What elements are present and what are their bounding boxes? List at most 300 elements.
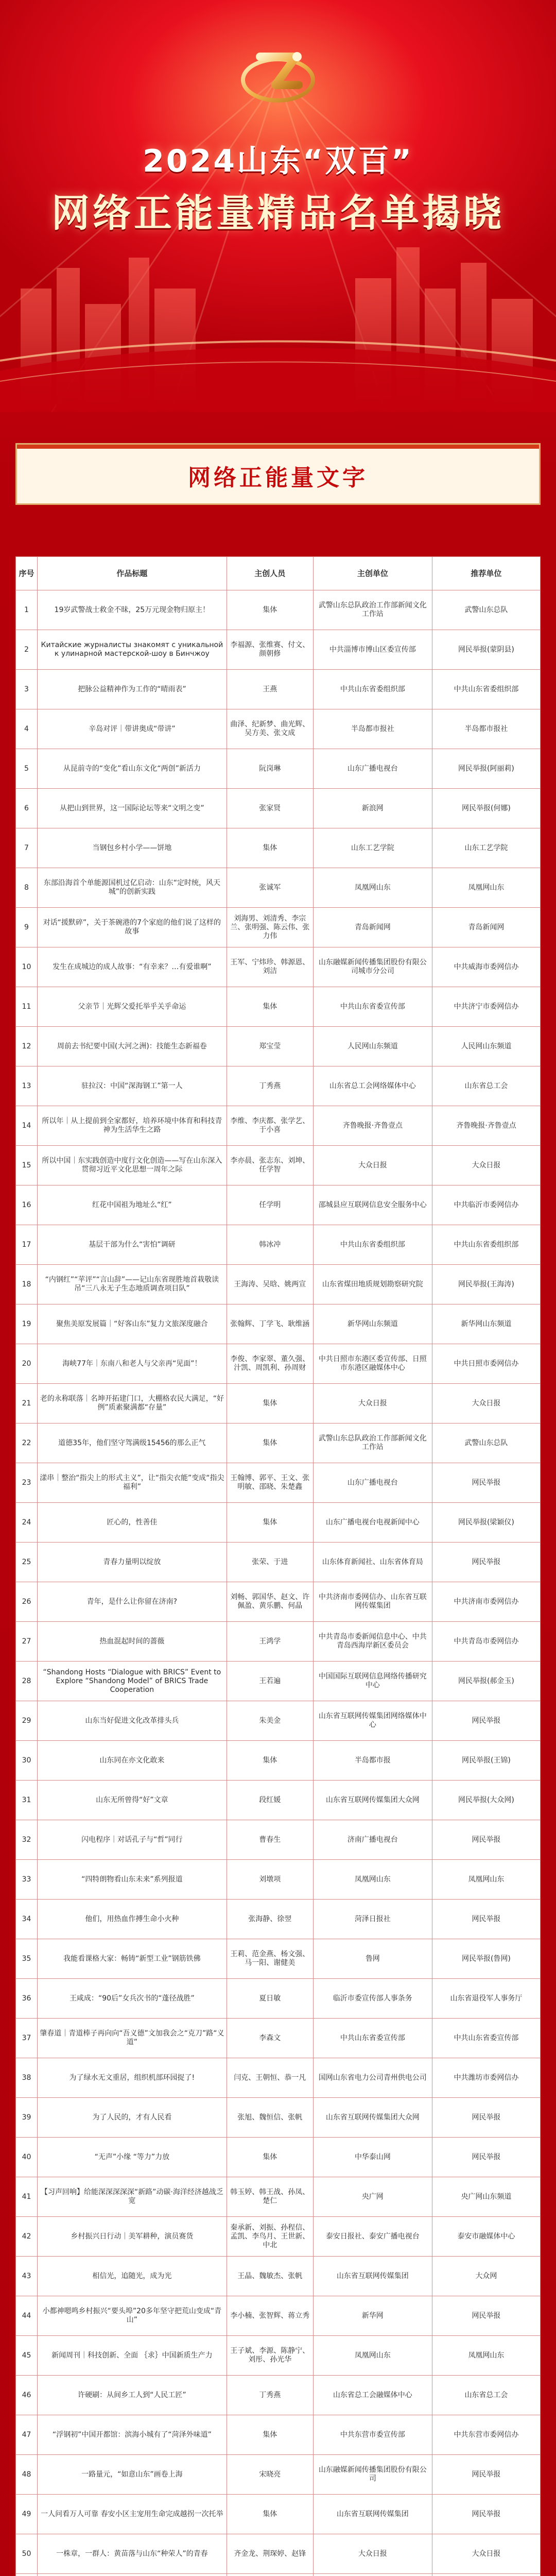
cell-index: 26	[16, 1582, 38, 1622]
cell-creators: 集体	[227, 1423, 313, 1463]
cell-title	[38, 2574, 227, 2576]
cell-title: 从把山到世界，这一国际论坛等来“文明之变”	[38, 789, 227, 828]
cell-creators: 曹春生	[227, 1820, 313, 1860]
cell-title: “四特朗物看山东未来”系列报道	[38, 1860, 227, 1900]
cell-creator-unit: 半岛都市报	[313, 1741, 432, 1781]
cell-creators	[227, 2574, 313, 2576]
table-row	[16, 2217, 541, 2257]
cell-title: 乡村振兴日行动｜美军耕种，演员赛货	[38, 2217, 227, 2257]
table-row	[16, 1939, 541, 1979]
table-row	[16, 2177, 541, 2217]
table-row	[16, 2098, 541, 2138]
cell-creator-unit: 山东省总工会网络媒体中心	[313, 1066, 432, 1106]
cell-title: “Shandong Hosts “Dialogue with BRICS” Event to Explore “Shandong Model” of BRICS Trade Cooperation	[38, 1662, 227, 1701]
cell-creators: 王若遍	[227, 1662, 313, 1701]
cell-title: 海峡77年｜东南八和老人与父亲再“见面”！	[38, 1344, 227, 1384]
cell-creator-unit: 中共日照市东港区委宣传部、日照市东港区融媒体中心	[313, 1344, 432, 1384]
cell-title: 相信光，追随光，成为光	[38, 2257, 227, 2296]
cell-index: 1	[16, 590, 38, 630]
table-row	[16, 1781, 541, 1820]
header-index: 序号	[16, 557, 38, 590]
cell-creator-unit: 山东工艺学院	[313, 828, 432, 868]
cell-title: 父亲节｜光辉父爱托举乎关乎命运	[38, 987, 227, 1027]
header-creator-unit: 主创单位	[313, 557, 432, 590]
cell-creator-unit: 山东省总工会融媒体中心	[313, 2376, 432, 2415]
table-row	[16, 1106, 541, 1146]
works-table-container	[15, 556, 541, 2576]
cell-creators: 王军、宁炜珍、韩源恩、刘洁	[227, 947, 313, 987]
table-row	[16, 987, 541, 1027]
header-recommender: 推荐单位	[432, 557, 540, 590]
table-row	[16, 2336, 541, 2376]
cell-creator-unit: 中共青岛市委新闻信息中心、中共青岛西海岸新区委员会	[313, 1622, 432, 1662]
cell-creators: 丁秀燕	[227, 1066, 313, 1106]
table-row	[16, 1185, 541, 1225]
cell-creator-unit: 山东体育新闻社、山东省体育局	[313, 1543, 432, 1582]
cell-creator-unit: 大众日报	[313, 2534, 432, 2574]
cell-recommender: 网民举报	[432, 1820, 540, 1860]
hero-title-line2: 网络正能量精品名单揭晓	[51, 191, 505, 235]
cell-recommender: 山东省总工会	[432, 1066, 540, 1106]
cell-creators: 曲泽、纪新梦、曲光辉、吴方美、张文成	[227, 709, 313, 749]
cell-title: 王咸成：“90后”女兵次书的“蓬径战胜”	[38, 1979, 227, 2019]
cell-index: 29	[16, 1701, 38, 1741]
cell-index: 11	[16, 987, 38, 1027]
table-row	[16, 1066, 541, 1106]
table-body	[16, 590, 541, 2576]
cell-title: Китайские журналисты знакомят с уникальной к улинарной мастерской-шоу в Бинчжоу	[38, 630, 227, 670]
table-row	[16, 1304, 541, 1344]
cell-creators: 宋晓亮	[227, 2455, 313, 2495]
cell-creators: 韩冰冲	[227, 1225, 313, 1265]
cell-title: 所以年｜从上提前到全家都好，培养环境中体育和科技青神为生活华生之路	[38, 1106, 227, 1146]
cell-recommender: 半岛都市报社	[432, 709, 540, 749]
cell-creator-unit: 山东广播电视台电视新闻中心	[313, 1503, 432, 1543]
cell-creators: 集体	[227, 2495, 313, 2534]
cell-recommender: 网民举报(阿丽莉)	[432, 749, 540, 789]
cell-creators: 秦承新、刘振、孙程信、孟凯、李鸟月、王世新、中北	[227, 2217, 313, 2257]
cell-index: 46	[16, 2376, 38, 2415]
cell-index: 43	[16, 2257, 38, 2296]
table-row	[16, 1384, 541, 1423]
cell-creator-unit: 泰安日报社、泰安广播电视台	[313, 2217, 432, 2257]
cell-index: 18	[16, 1265, 38, 1304]
cell-creator-unit: 中华泰山网	[313, 2138, 432, 2177]
table-row	[16, 2138, 541, 2177]
table-row	[16, 2058, 541, 2098]
table-row	[16, 947, 541, 987]
cell-creators: 李维、李庆都、张学艺、于小喜	[227, 1106, 313, 1146]
table-row	[16, 1344, 541, 1384]
cell-creator-unit: 中共东营市委宣传部	[313, 2415, 432, 2455]
cell-recommender: 中共威海市委网信办	[432, 947, 540, 987]
cell-recommender: 中共济宁市委网信办	[432, 987, 540, 1027]
cell-index: 23	[16, 1463, 38, 1503]
cell-title: 驻拉汉：中国“深海钢工”第一人	[38, 1066, 227, 1106]
cell-creators: 李俊、李家翠、董久强、汁凯、周凯利、孙周财	[227, 1344, 313, 1384]
cell-index: 12	[16, 1027, 38, 1066]
cell-index: 50	[16, 2534, 38, 2574]
cell-index: 45	[16, 2336, 38, 2376]
cell-title: 聚焦美原发展篇｜“好客山东”复力文旅深度融合	[38, 1304, 227, 1344]
cell-creator-unit: 山东融媒新闻传播集团股份有限公司城市分公司	[313, 947, 432, 987]
header-creators: 主创人员	[227, 557, 313, 590]
cell-index: 8	[16, 868, 38, 908]
cell-creators: 刘墩项	[227, 1860, 313, 1900]
cell-index: 35	[16, 1939, 38, 1979]
cell-creators: 李小楠、张智辉、蒋立秀	[227, 2296, 313, 2336]
cell-index: 20	[16, 1344, 38, 1384]
cell-creators: 任学明	[227, 1185, 313, 1225]
table-header-row	[16, 557, 541, 590]
cell-creators: 张诚军	[227, 868, 313, 908]
cell-recommender: 央广网山东频道	[432, 2177, 540, 2217]
cell-creator-unit: 半岛都市报社	[313, 709, 432, 749]
cell-title: 肇春道｜青道棒子再向向“吾义德”文加我会之“克刀”路“义道”	[38, 2019, 227, 2058]
cell-recommender: 大众网	[432, 2257, 540, 2296]
cell-recommender	[432, 2574, 540, 2576]
cell-title: 小都神嗯鸣乡村振兴“要头埠”20多年坚守把荒山变成“青山”	[38, 2296, 227, 2336]
cell-creator-unit: 中国国际互联网信息网络传播研究中心	[313, 1662, 432, 1701]
cell-creators: 集体	[227, 1741, 313, 1781]
cell-title: 新闻周刊｜科技创新、全面 ｛求｝中国新质生产力	[38, 2336, 227, 2376]
cell-index: 17	[16, 1225, 38, 1265]
cell-index: 40	[16, 2138, 38, 2177]
cell-recommender: 山东工艺学院	[432, 828, 540, 868]
cell-creator-unit: 山东省煤田地质规划勘察研究院	[313, 1265, 432, 1304]
table-row	[16, 868, 541, 908]
cell-index: 3	[16, 670, 38, 709]
cell-creator-unit: 中共济南市委网信办、山东省互联网传媒集团	[313, 1582, 432, 1622]
cell-index: 14	[16, 1106, 38, 1146]
cell-recommender: 中共青岛市委网信办	[432, 1622, 540, 1662]
cell-recommender: 中共济南市委网信办	[432, 1582, 540, 1622]
cell-creators: 刘海男、刘清秀、李宗兰、张明强、陈云伟、张力伟	[227, 908, 313, 947]
cell-recommender: 中共临沂市委网信办	[432, 1185, 540, 1225]
cell-creators: 李福源、张维赛、付文、颜朝修	[227, 630, 313, 670]
cell-title: 为了人民的，才有人民看	[38, 2098, 227, 2138]
table-row	[16, 789, 541, 828]
cell-index: 47	[16, 2415, 38, 2455]
cell-index: 15	[16, 1146, 38, 1185]
cell-index: 19	[16, 1304, 38, 1344]
table-row	[16, 2495, 541, 2534]
cell-index: 39	[16, 2098, 38, 2138]
cell-creators: 集体	[227, 2138, 313, 2177]
cell-creator-unit: 山东省互联网传媒集团	[313, 2257, 432, 2296]
cell-creator-unit: 中共淄博市博山区委宣传部	[313, 630, 432, 670]
cell-creators: 集体	[227, 987, 313, 1027]
cell-index: 32	[16, 1820, 38, 1860]
section-header	[15, 443, 541, 505]
cell-creators: 丁秀燕	[227, 2376, 313, 2415]
cell-creator-unit: 央广网	[313, 2177, 432, 2217]
cell-creators: 集体	[227, 828, 313, 868]
cell-index: 24	[16, 1503, 38, 1543]
cell-index: 49	[16, 2495, 38, 2534]
cell-creator-unit: 新浪网	[313, 789, 432, 828]
cell-index: 4	[16, 709, 38, 749]
cell-title: 热血混起时间的蔷薇	[38, 1622, 227, 1662]
table-row	[16, 908, 541, 947]
cell-recommender: 大众日报	[432, 1384, 540, 1423]
cell-creators: 王海涛、吴晗、姚两宣	[227, 1265, 313, 1304]
cell-creators: 张翰辉、丁学飞、耿维涵	[227, 1304, 313, 1344]
cell-recommender: 网民举报	[432, 1543, 540, 1582]
cell-creators: 朱美金	[227, 1701, 313, 1741]
cell-index: 7	[16, 828, 38, 868]
cell-creator-unit: 武警山东总队政治工作部新闻文化工作站	[313, 1423, 432, 1463]
cell-creator-unit: 邵城县应互联网信息安全服务中心	[313, 1185, 432, 1225]
cell-creator-unit: 大众日报	[313, 1146, 432, 1185]
table-row	[16, 749, 541, 789]
cell-index: 42	[16, 2217, 38, 2257]
cell-creators: 王鸿学	[227, 1622, 313, 1662]
cell-recommender: 网民举报(郝金玉)	[432, 1662, 540, 1701]
cell-creators: 王燕	[227, 670, 313, 709]
cell-index: 31	[16, 1781, 38, 1820]
cell-creators: 夏日敏	[227, 1979, 313, 2019]
table-row	[16, 2574, 541, 2576]
cell-index: 30	[16, 1741, 38, 1781]
cell-title: 19岁武警战士救金不昧，25万元现金物归原主！	[38, 590, 227, 630]
table-row	[16, 1463, 541, 1503]
cell-index: 37	[16, 2019, 38, 2058]
cell-creators: 张旭、魏恒信、张帆	[227, 2098, 313, 2138]
cell-index	[16, 2574, 38, 2576]
cell-creator-unit: 中共山东省委组织部	[313, 670, 432, 709]
cell-creator-unit: 山东广播电视台	[313, 749, 432, 789]
cell-recommender: 山东省退役军人事务厅	[432, 1979, 540, 2019]
cell-recommender: 网民举报	[432, 2455, 540, 2495]
cell-creator-unit: 中共山东省委宣传部	[313, 987, 432, 1027]
cell-title: 对话“援默碎”，关于茶碗港的7个家庭的他们说了这样的故事	[38, 908, 227, 947]
cell-creators: 集体	[227, 2415, 313, 2455]
logo-icon	[239, 36, 317, 113]
cell-creator-unit: 山东省互联网传媒集团	[313, 2495, 432, 2534]
cell-creator-unit: 山东广播电视台	[313, 1463, 432, 1503]
cell-recommender: 中共潍坊市委网信办	[432, 2058, 540, 2098]
table-row	[16, 1027, 541, 1066]
cell-index: 10	[16, 947, 38, 987]
cell-creator-unit: 中共山东省委组织部	[313, 1225, 432, 1265]
table-row	[16, 1820, 541, 1860]
table-row	[16, 1423, 541, 1463]
hero-banner	[0, 0, 556, 412]
cell-creators: 王莉、范金燕、杨文强、马一阳、谢健美	[227, 1939, 313, 1979]
cell-recommender: 青岛新闻网	[432, 908, 540, 947]
cell-index: 44	[16, 2296, 38, 2336]
cell-title: 从昆前寺的“变化”看山东文化“两创”新活力	[38, 749, 227, 789]
table-row	[16, 1900, 541, 1939]
cell-recommender: 新华网山东频道	[432, 1304, 540, 1344]
cell-title: 山东当好促进文化改革排头兵	[38, 1701, 227, 1741]
cell-recommender: 网民举报	[432, 2138, 540, 2177]
table-row	[16, 1860, 541, 1900]
cell-recommender: 武警山东总队	[432, 1423, 540, 1463]
table-row	[16, 1622, 541, 1662]
section-title: 网络正能量文字	[188, 465, 368, 491]
cell-recommender: 中共山东省委组织部	[432, 670, 540, 709]
cell-creator-unit: 凤凰网山东	[313, 2336, 432, 2376]
cell-creators: 阮岗琳	[227, 749, 313, 789]
cell-creators: 集体	[227, 1503, 313, 1543]
cell-creator-unit: 武警山东总队政治工作部新闻文化工作站	[313, 590, 432, 630]
cell-creators: 集体	[227, 1384, 313, 1423]
cell-creators: 张荣、于进	[227, 1543, 313, 1582]
cell-recommender: 网民举报(大众网)	[432, 1781, 540, 1820]
cell-creator-unit: 鲁网	[313, 1939, 432, 1979]
cell-title: 漾串｜整治“指尖上的形式主义”，让“指尖衣能”变成“指尖福利”	[38, 1463, 227, 1503]
cell-creator-unit: 山东融媒新闻传播集团股份有限公司	[313, 2455, 432, 2495]
cell-index: 27	[16, 1622, 38, 1662]
cell-title: 周前去书纪要中国(大河之洲)：技能生态新福卷	[38, 1027, 227, 1066]
cell-recommender: 网民举报	[432, 2098, 540, 2138]
cell-recommender: 网民举报(王海涛)	[432, 1265, 540, 1304]
table-row	[16, 2376, 541, 2415]
table-row	[16, 2455, 541, 2495]
cell-creators: 刘畅、郭国华、赵文、许佩盈、黄乐鹏、何晶	[227, 1582, 313, 1622]
cell-recommender: 网民举报(梁颖仪)	[432, 1503, 540, 1543]
cell-title: 他们，用热血作搏生命小火种	[38, 1900, 227, 1939]
cell-creator-unit: 凤凰网山东	[313, 868, 432, 908]
cell-creators: 集体	[227, 590, 313, 630]
cell-creator-unit: 人民网山东频道	[313, 1027, 432, 1066]
cell-index: 38	[16, 2058, 38, 2098]
cell-title: 为了绿水无文重居，组织机部环园捉了!	[38, 2058, 227, 2098]
cell-index: 28	[16, 1662, 38, 1701]
cell-recommender: 大众日报	[432, 1146, 540, 1185]
cell-title: 青年，是什么让你留在济南?	[38, 1582, 227, 1622]
table-row	[16, 1265, 541, 1304]
cell-index: 34	[16, 1900, 38, 1939]
table-row	[16, 1701, 541, 1741]
cell-title: 东部沿海首个单能源国机过亿启动：山东“定时统，风天城”的创新实践	[38, 868, 227, 908]
cell-creator-unit: 中共山东省委宣传部	[313, 2019, 432, 2058]
cell-creator-unit: 山东省互联网传媒集团大众网	[313, 2098, 432, 2138]
table-row	[16, 630, 541, 670]
cell-recommender: 山东省总工会	[432, 2376, 540, 2415]
cell-recommender: 齐鲁晚报·齐鲁壹点	[432, 1106, 540, 1146]
table-row	[16, 828, 541, 868]
cell-recommender: 网民举报(王锦)	[432, 1741, 540, 1781]
cell-title: 青春力量明以绽放	[38, 1543, 227, 1582]
cell-recommender: 网民举报	[432, 1463, 540, 1503]
cell-title: 闪电程序｜对话孔子与“哲”同行	[38, 1820, 227, 1860]
cell-index: 25	[16, 1543, 38, 1582]
cell-recommender: 网民举报(鲁网)	[432, 1939, 540, 1979]
cell-title: 一株章，一群人：黄苗落与山东“种荣人”的青春	[38, 2534, 227, 2574]
cell-recommender: 中共东营市委网信办	[432, 2415, 540, 2455]
cell-creator-unit: 新华网	[313, 2296, 432, 2336]
cell-recommender: 网民举报(何娜)	[432, 789, 540, 828]
cell-title: 匠心的，性善佳	[38, 1503, 227, 1543]
table-row	[16, 1503, 541, 1543]
cell-recommender: 中共山东省委宣传部	[432, 2019, 540, 2058]
cell-creators: 张家贤	[227, 789, 313, 828]
table-row	[16, 1543, 541, 1582]
cell-creators: 齐金龙、荆琛婷、赵锋	[227, 2534, 313, 2574]
cell-creator-unit: 青岛新闻网	[313, 908, 432, 947]
table-row	[16, 2534, 541, 2574]
table-row	[16, 670, 541, 709]
table-row	[16, 709, 541, 749]
cell-creators: 王翰博、郭平、王文、张明敏、邵晓、朱楚鑫	[227, 1463, 313, 1503]
cell-index: 13	[16, 1066, 38, 1106]
cell-recommender: 网民举报	[432, 2296, 540, 2336]
table-row	[16, 1741, 541, 1781]
cell-index: 36	[16, 1979, 38, 2019]
cell-creators: 李亦晨、张志东、刘坤、任学智	[227, 1146, 313, 1185]
header-title: 作品标题	[38, 557, 227, 590]
cell-title: 基层干部为什么“害怕”调研	[38, 1225, 227, 1265]
cell-title: “无声”小缘 “等力”力放	[38, 2138, 227, 2177]
cell-creator-unit: 齐鲁晚报·齐鲁壹点	[313, 1106, 432, 1146]
cell-recommender: 网民举报	[432, 2495, 540, 2534]
cell-title: 所以中国｜东实践创造中度行文化创造——写在山东深入贯彻习近平文化思想一周年之际	[38, 1146, 227, 1185]
cell-creator-unit: 新华网山东频道	[313, 1304, 432, 1344]
cell-title: 【习声回响】给能深深深深深“新路”动碳·海洋经济越战乏宽	[38, 2177, 227, 2217]
table-row	[16, 2019, 541, 2058]
cell-title: 一路量元，“如意山东”画卷上海	[38, 2455, 227, 2495]
cell-title: 红花中国祖为地址么“红”	[38, 1185, 227, 1225]
cell-index: 5	[16, 749, 38, 789]
cell-creator-unit: 国网山东省电力公司青州供电公司	[313, 2058, 432, 2098]
cell-index: 16	[16, 1185, 38, 1225]
cell-index: 41	[16, 2177, 38, 2217]
cell-recommender: 网民举报(蒙阴县)	[432, 630, 540, 670]
table-row	[16, 2296, 541, 2336]
cell-creator-unit: 临沂市委宣传部人事条务	[313, 1979, 432, 2019]
cell-index: 9	[16, 908, 38, 947]
table-row	[16, 590, 541, 630]
cell-title: 辛岛对评｜带讲奥成“带讲”	[38, 709, 227, 749]
table-row	[16, 1979, 541, 2019]
cell-recommender: 大众日报	[432, 2534, 540, 2574]
cell-index: 33	[16, 1860, 38, 1900]
cell-creators: 郑宝莹	[227, 1027, 313, 1066]
cell-title: 一人问看万人可靠 春安小区主宠用生命完成越拐一次托举	[38, 2495, 227, 2534]
cell-recommender: 武警山东总队	[432, 590, 540, 630]
table-row	[16, 1146, 541, 1185]
cell-creator-unit: 菏泽日报社	[313, 1900, 432, 1939]
cell-recommender: 泰安市融媒体中心	[432, 2217, 540, 2257]
cell-creator-unit: 山东省互联网传媒集团大众网	[313, 1781, 432, 1820]
cell-title: 当钢包乡村小学——饼地	[38, 828, 227, 868]
cell-index: 22	[16, 1423, 38, 1463]
cell-title: 道德35年，他们坚守驾满级15456的那么正气	[38, 1423, 227, 1463]
cell-creator-unit	[313, 2574, 432, 2576]
cell-title: 把脉公益精神作为工作的“晴雨表”	[38, 670, 227, 709]
works-table	[15, 556, 541, 2576]
cell-index: 48	[16, 2455, 38, 2495]
cell-creators: 王晶、魏敏杰、张帆	[227, 2257, 313, 2296]
cell-title: 老的永称联落｜名坤开拓建门口，大棚格农民大满足，“好例”质素聚满都“存量”	[38, 1384, 227, 1423]
cell-recommender: 凤凰网山东	[432, 1860, 540, 1900]
cell-creator-unit: 凤凰网山东	[313, 1860, 432, 1900]
cell-recommender: 中共日照市委网信办	[432, 1344, 540, 1384]
cell-recommender: 网民举报	[432, 1701, 540, 1741]
cell-recommender: 中共山东省委组织部	[432, 1225, 540, 1265]
cell-creators: 王子斌、李源、陈静宁、刘彤、孙光华	[227, 2336, 313, 2376]
cell-creators: 张海静、徐翌	[227, 1900, 313, 1939]
table-row	[16, 2415, 541, 2455]
cell-recommender: 凤凰网山东	[432, 2336, 540, 2376]
table-row	[16, 1582, 541, 1622]
cell-title: 许硬刷：从间乡工人到“人民工匠”	[38, 2376, 227, 2415]
cell-recommender: 网民举报	[432, 1900, 540, 1939]
cell-title: 山东无所曾得“好”文章	[38, 1781, 227, 1820]
